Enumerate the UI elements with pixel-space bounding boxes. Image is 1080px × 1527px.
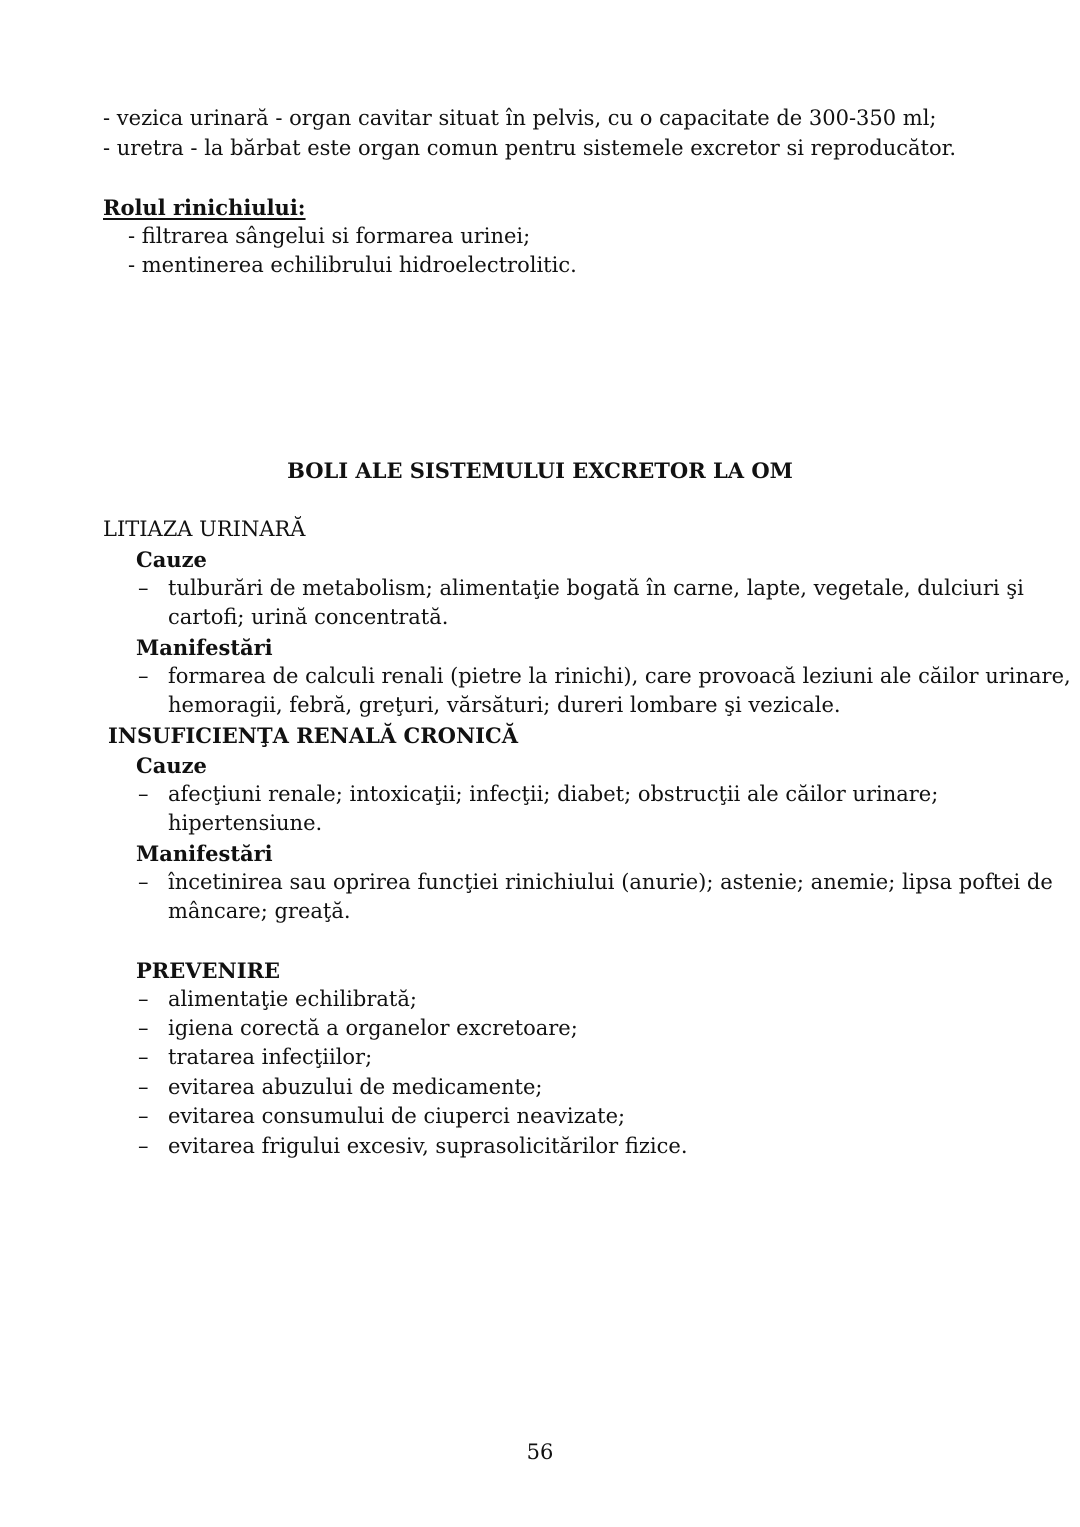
bullet-dash: – (138, 782, 149, 806)
page-number: 56 (526, 1440, 554, 1464)
intro-line-urethra: - uretra - la bărbat este organ comun pentru sistemele excretor si reproducător. (103, 136, 956, 160)
manifest-text: încetinirea sau oprirea funcţiei rinichiului (anurie); astenie; anemie; lipsa poftei de (168, 870, 1053, 894)
manifest-label: Manifestări (136, 841, 273, 866)
prevention-item: tratarea infecţiilor; (168, 1045, 373, 1069)
bullet-dash: – (138, 1045, 149, 1069)
kidney-role-heading: Rolul rinichiului: (103, 195, 306, 220)
bullet-dash: – (138, 870, 149, 894)
bullet-dash: – (138, 1075, 149, 1099)
bullet-dash: – (138, 576, 149, 600)
bullet-dash: – (138, 664, 149, 688)
prevention-item: igiena corectă a organelor excretoare; (168, 1016, 578, 1040)
kidney-role-item: - filtrarea sângelui si formarea urinei; (128, 224, 531, 248)
prevention-item: evitarea abuzului de medicamente; (168, 1075, 543, 1099)
disease-title-litiaza: LITIAZA URINARĂ (103, 517, 306, 541)
causes-text: tulburări de metabolism; alimentaţie bogată în carne, lapte, vegetale, dulciuri şi (168, 576, 1024, 600)
manifest-text: hemoragii, febră, greţuri, vărsături; dureri lombare şi vezicale. (168, 693, 841, 717)
kidney-role-item: - mentinerea echilibrului hidroelectrolitic. (128, 253, 577, 277)
causes-text: hipertensiune. (168, 811, 323, 835)
prevention-item: evitarea frigului excesiv, suprasolicitărilor fizice. (168, 1134, 688, 1158)
bullet-dash: – (138, 1104, 149, 1128)
bullet-dash: – (138, 987, 149, 1011)
causes-text: cartofi; urină concentrată. (168, 605, 449, 629)
prevention-item: alimentaţie echilibrată; (168, 987, 417, 1011)
manifest-label: Manifestări (136, 635, 273, 660)
prevention-item: evitarea consumului de ciuperci neavizate; (168, 1104, 626, 1128)
bullet-dash: – (138, 1016, 149, 1040)
causes-label: Cauze (136, 753, 207, 778)
section-title: BOLI ALE SISTEMULUI EXCRETOR LA OM (287, 458, 793, 483)
intro-line-bladder: - vezica urinară - organ cavitar situat în pelvis, cu o capacitate de 300-350 ml; (103, 106, 937, 130)
causes-label: Cauze (136, 547, 207, 572)
disease-title-insuficienta: INSUFICIENŢA RENALĂ CRONICĂ (108, 723, 519, 748)
prevention-title: PREVENIRE (136, 958, 281, 983)
causes-text: afecţiuni renale; intoxicaţii; infecţii; diabet; obstrucţii ale căilor urinare; (168, 782, 939, 806)
manifest-text: formarea de calculi renali (pietre la rinichi), care provoacă leziuni ale căilor urinare, (168, 664, 1071, 688)
manifest-text: mâncare; greaţă. (168, 899, 351, 923)
bullet-dash: – (138, 1134, 149, 1158)
